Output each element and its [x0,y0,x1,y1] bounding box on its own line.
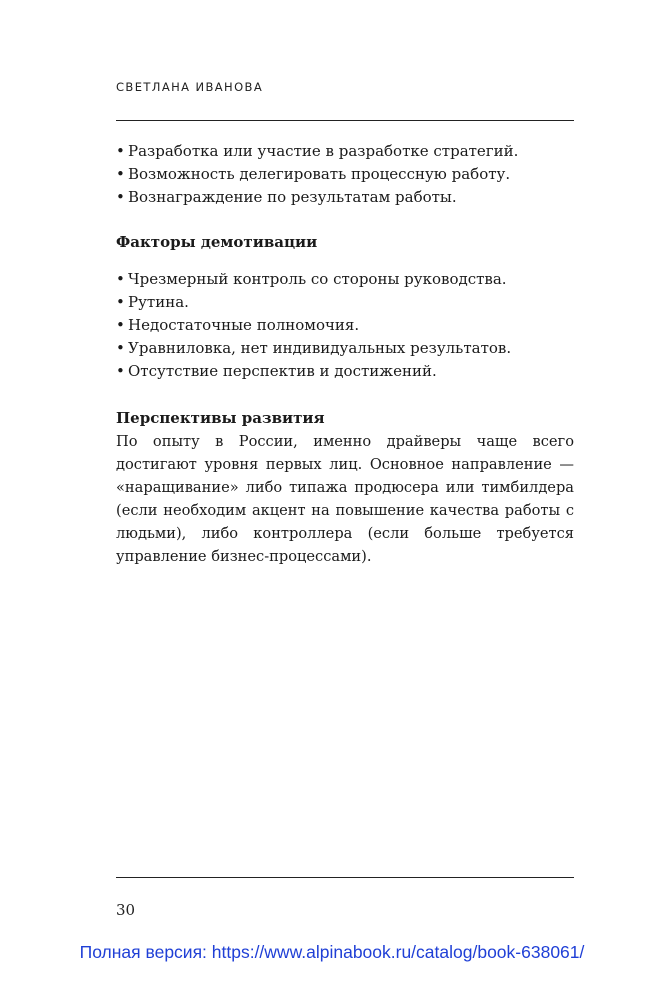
running-head-author: СВЕТЛАНА ИВАНОВА [116,80,264,94]
page-body [116,140,574,568]
bullet-icon: • [116,165,125,183]
list-item: • Возможность делегировать процессную работу. [116,163,574,186]
list-item: • Отсутствие перспектив и достижений. [116,360,574,383]
list-item: • Вознаграждение по результатам работы. [116,186,574,209]
bullet-icon: • [116,188,125,206]
demotivation-heading: Факторы демотивации [116,233,318,251]
list-item: • Недостаточные полномочия. [116,314,574,337]
footer-divider [116,877,574,878]
bullet-icon: • [116,339,125,357]
list-item: • Рутина. [116,291,574,314]
list-item: • Разработка или участие в разработке стратегий. [116,140,574,163]
list-item: • Уравниловка, нет индивидуальных результатов. [116,337,574,360]
bullet-icon: • [116,316,125,334]
full-version-link[interactable]: Полная версия: https://www.alpinabook.ru/catalog/book-638061/ [79,942,585,962]
perspectives-heading: Перспективы развития [116,409,325,427]
bullet-icon: • [116,362,125,380]
header-divider [116,120,574,121]
bullet-icon: • [116,142,125,160]
motivation-list [116,140,574,209]
bullet-icon: • [116,293,125,311]
demotivation-list [116,268,574,383]
perspectives-paragraph: По опыту в России, именно драйверы чаще всего достигают уровня первых лиц. Основное направление — «наращивание» либо типажа продюсера или тимбилдера (если необходим акцент на повышение качества работы с людьми), либо контроллера (если больше требуется управление бизнес-процессами). [116,433,574,565]
list-item: • Чрезмерный контроль со стороны руководства. [116,268,574,291]
page-number: 30 [116,901,136,919]
bullet-icon: • [116,270,125,288]
